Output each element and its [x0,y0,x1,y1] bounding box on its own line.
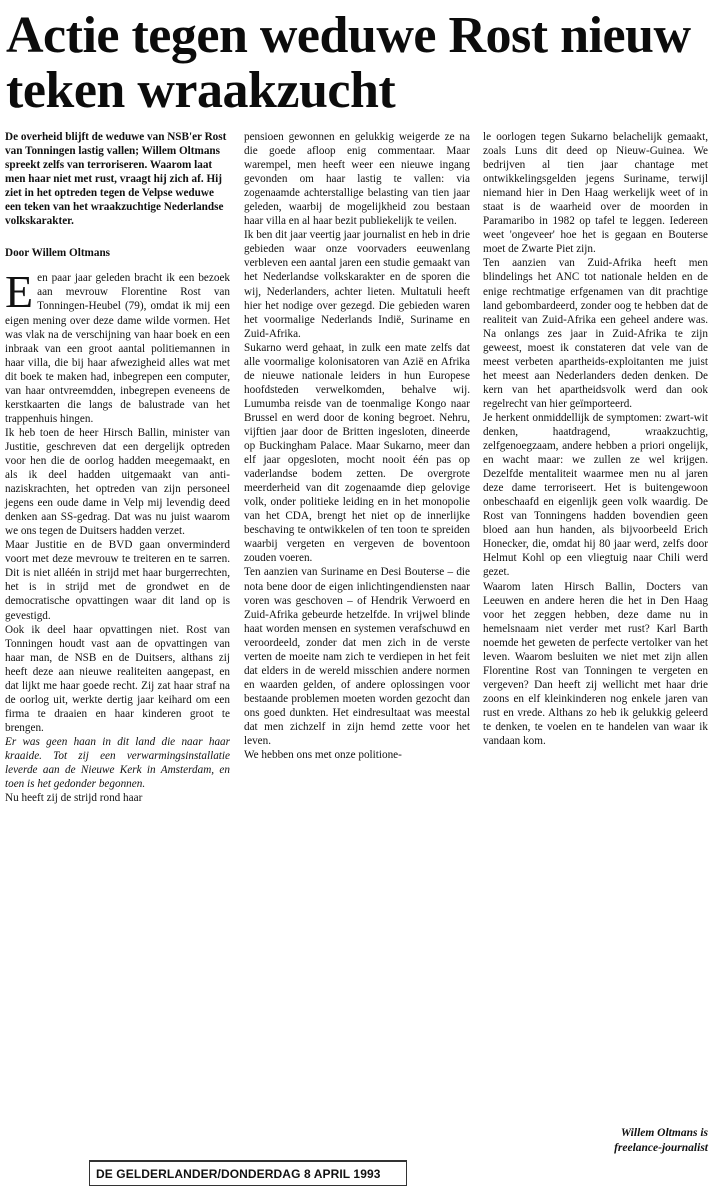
author-note-line: freelance-journalist [614,1142,708,1154]
paragraph: Ook ik deel haar opvattingen niet. Rost van Tonningen houdt vast aan de opvattingen van haar man, de NSB en de Duitsers, althans zij heeft deze aan nieuwe realiteiten aangepast, en dat lijkt me haar goede recht. Zij zat haar straf na de oorlog uit, werkte dertig jaar keihard om een firma te draaien en haar kinderen groot te brengen. [5,623,230,734]
article-intro: De overheid blijft de weduwe van NSB'er Rost van Tonningen lastig vallen; Willem Oltmans spreekt zelfs van terroriseren. Waarom laat men haar niet met rust, vraagt hij zich af. Hij ziet in het optreden tegen de Velpse weduwe een teken van het wraakzuchtige Nederlandse volkskarakter. [5,131,227,228]
paragraph: Ten aanzien van Zuid-Afrika heeft men blindelings het ANC tot nationale helden en de enige rechtmatige erfgenamen van dit prachtige land gebombardeerd, zonder oog te hebben dat de realiteit van Zuid-Afrika een geheel andere was. Na onlangs zes jaar in Zuid-Afrika te zijn geweest, moest ik constateren dat vele van de meest verbeten apartheids-exploitanten me juist het meest aan Nederlanders deden denken. De kern van het apartheidsvolk werd dan ook regelrecht van hier geïmporteerd. [483,257,708,410]
newspaper-dateline: DE GELDERLANDER/DONDERDAG 8 APRIL 1993 [96,1167,381,1181]
headline: Actie tegen weduwe Rost nieuw teken wraakzucht [6,7,691,119]
paragraph: Maar Justitie en de BVD gaan onverminderd voort met deze mevrouw te treiteren en te sarren. Dit is niet alléén in strijd met haar burgerrechten, het is in strijd met de grondwet en de democratische opvattingen waar dit land op is gevestigd. [5,539,230,622]
author-note-line: Willem Oltmans is [620,1127,708,1139]
paragraph: Sukarno werd gehaat, in zulk een mate zelfs dat alle voormalige kolonisatoren van Azië en Afrika de nieuwe nationale leiders in hun Europese hoofdsteden verwelkomden, behalve wij. Lumumba reisde van de toenmalige Kongo naar Brussel en werd door de koning begroet. Nehru, vijftien jaar door de Britten ingesloten, dineerde op Buckingham Palace. Maar Sukarno, meer dan elf jaar opgesloten, mocht nooit één pas op vaderlandse bodem zetten. De overgrote meerderheid van dit zogenaamde diep gelovige volk, onder politieke leiding en in het monopolie van het CDA, brengt het niet op de innerlijke beschaving te ontwikkelen of ten toon te spreiden waarbij vergeten en vergeven de boventoon zouden voeren. [244,341,470,565]
paragraph: Ik heb toen de heer Hirsch Ballin, minister van Justitie, geschreven dat een dergelijk optreden voor hen die de oorlog hadden meegemaakt, en als ik deel hadden uitgemaakt van anti-naziskrachten, het optreden van zijn personeel jegens een oude dame in Velp mij levendig deed denken aan SS-gedrag. Dat was nu juist waarom we ons tegen de Duitsers hadden verzet. [5,426,230,538]
paragraph: pensioen gewonnen en gelukkig weigerde ze na die goede afloop enig commentaar. Maar warempel, men heeft weer een nieuwe ingang gevonden om haar lastig te vallen: via zogenaamde achterstallige belasting van tien jaar geleden, waarbij de mogelijkheid zou bestaan haar villa en al haar bezit publiekelijk te veilen. [244,131,470,228]
paragraph: le oorlogen tegen Sukarno belachelijk gemaakt, zoals Luns dit deed op Nieuw-Guinea. We bedrijven al tien jaar chantage met ontwikkelingsgelden jegens Suriname, terwijl niemand hier in Den Haag werkelijk weet of in staat is de waarheid over de moorden in Paramaribo in 1982 op tafel te leggen. Iedereen weet 'ongeveer' hoe het is gegaan en Bouterse moet de Zwarte Piet zijn. [483,131,708,256]
paragraph: We hebben ons met onze politione- [244,749,402,762]
paragraph: Ik ben dit jaar veertig jaar journalist en heb in drie gebieden waar onze voorvaders eeuwenlang verbleven een aantal jaren een studie gemaakt van het Nederlandse volkskarakter en de sporen die wij, Nederlanders, achter lieten. Multatuli heeft hier het nodige over gezegd. Die gebieden waren het voormalige Nederlands Indië, Suriname en Zuid-Afrika. [244,229,470,340]
article-column-3 [483,130,708,748]
paragraph: Nu heeft zij de strijd rond haar [5,792,143,805]
article-column-2 [244,130,470,762]
article-column-1 [5,130,230,805]
author-note [540,1126,708,1156]
byline: Door Willem Oltmans [5,247,111,260]
paragraph: Een paar jaar geleden bracht ik een bezoek aan mevrouw Florentine Rost van Tonningen-Heubel (79), omdat ik mij een eigen mening over deze dame wilde vormen. Het was vlak na de verschijning van haar boek en een inbraak van een groot aantal politiemannen in haar villa, die bij haar afwezigheid alles wat met dit boek te maken had, inbegrepen een computer, van haar ontvreemdden, inbegrepen eveneens de kerstkaarten die langs de balustrade van het trappenhuis hingen. [5,266,230,425]
paragraph: Je herkent onmiddellijk de symptomen: zwart-wit denken, haatdragend, wraakzuchtig, zelfgenoegzaam, andere hebben a priori ongelijk, en wacht maar: we zullen ze wel krijgen. Dezelfde mentaliteit waarmee men nu al jaren deze dame terroriseert. Het is buitengewoon onbeschaafd en eigenlijk geen volk waardig. De Rost van Tonningens hadden bovendien geen bloed aan hun handen, als bijvoorbeeld Erich Honecker, die, omdat hij 80 jaar werd, zelfs door Helmut Kohl op een vliegtuig naar Chili werd gezet. [483,411,708,579]
column-1-body [5,266,230,805]
paragraph: Waarom laten Hirsch Ballin, Docters van Leeuwen en andere heren die het in Den Haag voor het zeggen hebben, deze dame nu in hemelsnaam niet verder met rust? Karl Barth noemde het geweten de perfecte vertolker van het leven. Waarom besluiten we niet met zijn allen Florentine Rost van Tonningen te vergeten en vergeven? Dan heeft zij wellicht met haar drie zoons en elf kleinkinderen nog enkele jaren van rust en vrede. Althans zo heb ik gelukkig geleerd te denken, te voelen en te handelen van waar ik vandaan kom. [483,580,708,748]
paragraph: Ten aanzien van Suriname en Desi Bouterse – die nota bene door de eigen inlichtingendiensten naar voren was geschoven – of Hendrik Verwoerd en Zuid-Afrika gebeurde hetzelfde. In vrijwel blinde haat worden mensen en systemen verafschuwd en veroordeeld, zonder dat men zich in de verste verten de moeite nam zich te verdiepen in het feit dat elders in de wereld misschien andere normen en waarden gelden, of andere oplossingen voor bestaande problemen moeten worden gezocht dan ons goed dunkten. Het eindresultaat was meestal dat men zichzelf in zijn hemd zette voor het leven. [244,566,470,748]
paragraph: Er was geen haan in dit land die naar haar kraaide. Tot zij een verwarmingsinstallatie leverde aan de Nieuwe Kerk in Amsterdam, en toen is het gedonder begonnen. [5,735,230,791]
